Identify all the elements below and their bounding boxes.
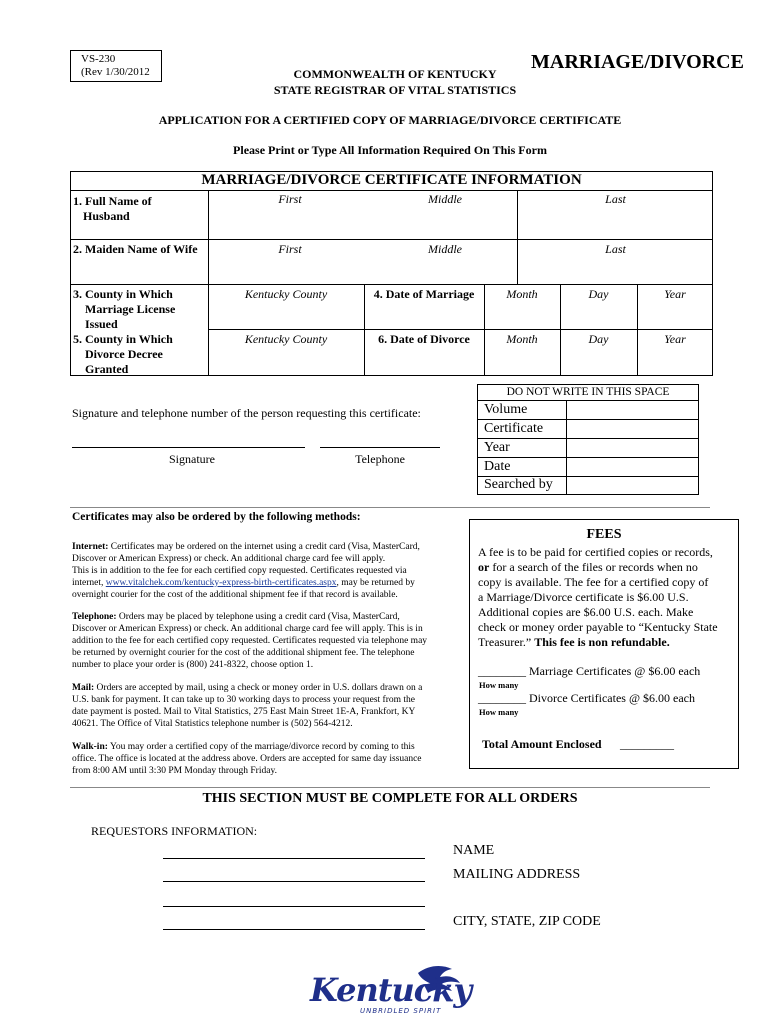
fees-text	[478, 545, 736, 650]
telephone-method-label: Telephone:	[72, 612, 117, 622]
walkin-text-2: office. The office is located at the address above. Orders are accepted for same day issuance	[72, 754, 422, 764]
office-use-volume: Volume	[484, 402, 528, 417]
walkin-method	[72, 741, 472, 777]
divorce-month-field[interactable]: Month	[506, 332, 538, 346]
county-marriage-label-line3: Issued	[85, 317, 118, 331]
internet-text-3: This is in addition to the fee for each certified copy requested. Certificates requested via	[72, 566, 407, 576]
internet-text-4a: internet,	[72, 578, 106, 588]
fees-text-7-bold: This fee is non refundable.	[534, 635, 670, 649]
walkin-text-1: You may order a certified copy of the marriage/divorce record by coming to this	[109, 742, 415, 752]
signature-field[interactable]	[72, 447, 305, 448]
internet-text-1: Certificates may be ordered on the internet using a credit card (Visa, MasterCard,	[110, 542, 420, 552]
signature-prompt: Signature and telephone number of the person requesting this certificate:	[72, 406, 421, 420]
agency-name	[250, 66, 540, 98]
methods-heading: Certificates may also be ordered by the following methods:	[72, 511, 361, 523]
agency-line-2: STATE REGISTRAR OF VITAL STATISTICS	[273, 83, 517, 97]
internet-text-2: Discover or American Express) or check. An additional charge card fee will apply.	[72, 554, 386, 564]
walkin-text-3: from 8:00 AM until 3:30 PM Monday through Friday.	[72, 766, 277, 776]
county-divorce-label-line1: 5. County in Which	[73, 332, 173, 346]
fees-title: FEES	[586, 527, 622, 542]
mail-label: Mail:	[72, 683, 95, 693]
internet-text-4b: , may be returned by	[336, 578, 415, 588]
county-divorce-label-line2: Divorce Decree	[85, 347, 163, 361]
divorce-county-field[interactable]: Kentucky County	[244, 332, 328, 346]
county-marriage-label	[73, 287, 175, 332]
marriage-day-field[interactable]: Day	[588, 287, 609, 301]
office-use-year: Year	[484, 440, 510, 455]
form-id-box	[70, 50, 162, 82]
husband-middle-field[interactable]: Middle	[428, 192, 462, 206]
total-amount-label: Total Amount Enclosed	[482, 737, 602, 751]
instruction: Please Print or Type All Information Required On This Form	[233, 143, 547, 157]
marriage-fee-label: Marriage Certificates @ $6.00 each	[529, 664, 701, 678]
vitalchek-link[interactable]: www.vitalchek.com/kentucky-express-birth-certificates.aspx	[105, 578, 337, 588]
fees-text-2-bold: or	[478, 560, 490, 574]
total-amount-field[interactable]: _________	[620, 737, 674, 751]
requestor-subheading: REQUESTORS INFORMATION:	[91, 824, 258, 838]
marriage-month-field[interactable]: Month	[506, 287, 538, 301]
form-revision: (Rev 1/30/2012	[81, 66, 150, 78]
wife-label: 2. Maiden Name of Wife	[73, 242, 198, 256]
mail-text-3: date payment is posted. Mail to Vital Statistics, 275 East Main Street 1E-A, Frankfort, KY	[72, 707, 416, 717]
husband-first-field[interactable]: First	[278, 192, 302, 206]
agency-line-1: COMMONWEALTH OF KENTUCKY	[293, 67, 497, 81]
husband-label	[73, 194, 152, 224]
logo-wordmark: Kentucky	[310, 971, 472, 1009]
address-line-2-field[interactable]	[163, 906, 425, 907]
marriage-county-field[interactable]: Kentucky County	[244, 287, 328, 301]
internet-label: Internet:	[72, 542, 109, 552]
fees-text-2: for a search of the files or records when no	[489, 560, 698, 574]
walkin-label: Walk-in:	[72, 742, 108, 752]
marriage-count-field[interactable]: ________	[478, 664, 526, 678]
fees-text-1: A fee is to be paid for certified copies or records,	[478, 545, 713, 559]
telephone-text-1: Orders may be placed by telephone using a credit card (Visa, MasterCard,	[118, 612, 400, 622]
signature-label: Signature	[169, 452, 215, 466]
telephone-text-3: addition to the fee for each certified copy requested. Certificates requested via telephone may	[72, 636, 428, 646]
county-divorce-label	[73, 332, 173, 377]
internet-method	[72, 541, 472, 601]
county-divorce-label-line3: Granted	[85, 362, 129, 376]
office-use-searched-by: Searched by	[484, 477, 553, 492]
doc-title: MARRIAGE/DIVORCE	[531, 51, 744, 73]
county-marriage-label-line2: Marriage License	[85, 302, 176, 316]
logo-tagline: UNBRIDLED SPIRIT	[360, 1007, 442, 1015]
requestor-heading: THIS SECTION MUST BE COMPLETE FOR ALL ORDERS	[202, 791, 578, 806]
marriage-how-many: How many	[479, 680, 519, 690]
application-title: APPLICATION FOR A CERTIFIED COPY OF MARRIAGE/DIVORCE CERTIFICATE	[158, 113, 622, 127]
divorce-count-field[interactable]: ________	[478, 691, 526, 705]
fees-text-3: copy is available. The fee for a certified copy of	[478, 575, 709, 589]
fees-text-6: check or money order payable to “Kentucky State	[478, 620, 718, 634]
telephone-text-4: be returned by overnight courier for the cost of the additional shipment fee. The telephone	[72, 648, 415, 658]
fees-text-5: Additional copies are $6.00 U.S. each. Make	[478, 605, 694, 619]
wife-last-field[interactable]: Last	[605, 242, 626, 256]
fees-text-4: a Marriage/Divorce certificate is $6.00 U.S.	[478, 590, 689, 604]
certificate-info-title: MARRIAGE/DIVORCE CERTIFICATE INFORMATION	[201, 172, 582, 188]
divorce-year-field[interactable]: Year	[664, 332, 686, 346]
date-divorce-label: 6. Date of Divorce	[378, 332, 470, 346]
divorce-how-many: How many	[479, 707, 519, 717]
wife-first-field[interactable]: First	[278, 242, 302, 256]
mail-text-1: Orders are accepted by mail, using a check or money order in U.S. dollars drawn on a	[96, 683, 423, 693]
mailing-address-field[interactable]	[163, 881, 425, 882]
telephone-field[interactable]	[320, 447, 440, 448]
mailing-address-label: MAILING ADDRESS	[453, 867, 581, 882]
husband-last-field[interactable]: Last	[605, 192, 626, 206]
mail-method	[72, 682, 472, 730]
kentucky-logo	[300, 961, 480, 1021]
name-label: NAME	[453, 843, 495, 858]
husband-label-line1: 1. Full Name of	[73, 194, 152, 208]
marriage-year-field[interactable]: Year	[664, 287, 686, 301]
form-id: VS-230	[81, 53, 116, 65]
telephone-text-2: Discover or American Express) or check. An additional charge card fee will apply. This is in	[72, 624, 423, 634]
wife-middle-field[interactable]: Middle	[428, 242, 462, 256]
office-use-certificate: Certificate	[484, 421, 544, 436]
internet-text-5: overnight courier for the cost of the additional shipment fee if that record is available.	[72, 590, 398, 600]
divorce-count-row	[478, 691, 695, 706]
county-marriage-label-line1: 3. County in Which	[73, 287, 173, 301]
telephone-label: Telephone	[355, 452, 405, 466]
office-use-title: DO NOT WRITE IN THIS SPACE	[506, 386, 670, 398]
divorce-fee-label: Divorce Certificates @ $6.00 each	[529, 691, 695, 705]
telephone-text-5: number to place your order is (800) 241-8322, choose option 1.	[72, 660, 314, 670]
city-state-zip-field[interactable]	[163, 929, 425, 930]
office-use-date: Date	[484, 459, 511, 474]
divorce-day-field[interactable]: Day	[588, 332, 609, 346]
marriage-count-row	[478, 664, 700, 679]
city-state-zip-label: CITY, STATE, ZIP CODE	[453, 914, 601, 929]
mail-text-2: U.S. bank for payment. It can take up to 30 working days to process your request from the	[72, 695, 415, 705]
fees-text-7: Treasurer.”	[478, 635, 535, 649]
name-field[interactable]	[163, 858, 425, 859]
mail-text-4: 40621. The Office of Vital Statistics telephone number is (502) 564-4212.	[72, 719, 353, 729]
date-marriage-label: 4. Date of Marriage	[373, 287, 475, 301]
husband-label-line2: Husband	[83, 209, 130, 223]
telephone-method	[72, 611, 472, 671]
